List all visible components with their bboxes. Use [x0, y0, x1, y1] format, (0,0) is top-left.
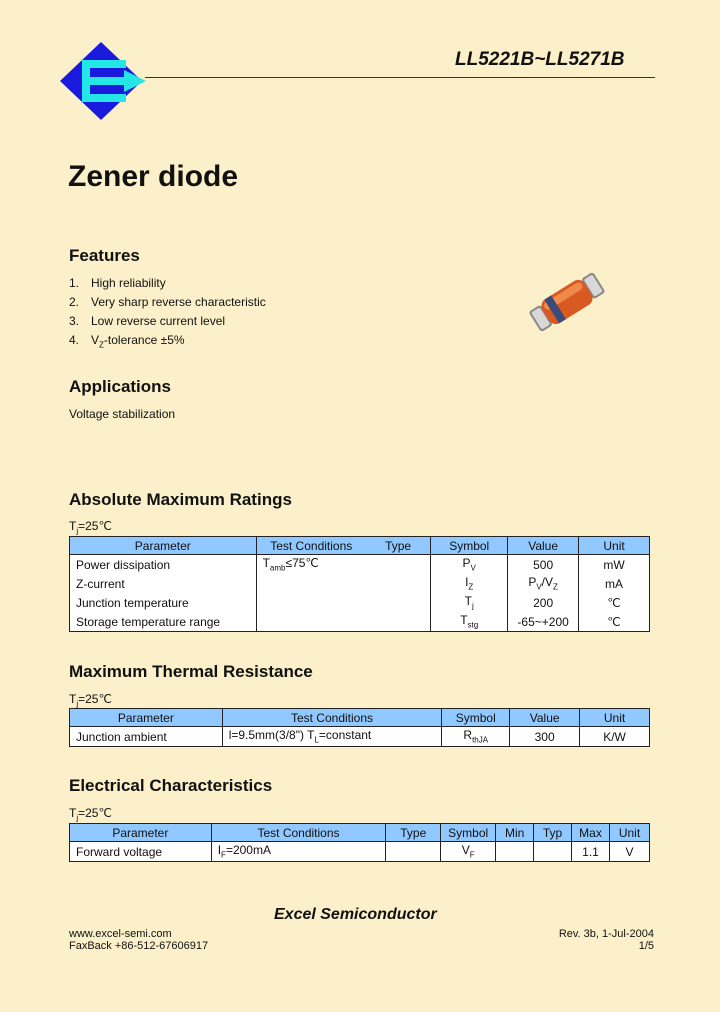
- table-row: Storage temperature range $T_{stg}$ -65~+200 ℃: [70, 612, 650, 632]
- footer-faxback: FaxBack +86-512-67606917: [69, 940, 209, 952]
- diode-image: [525, 268, 609, 336]
- features-list: [69, 276, 266, 352]
- amr-heading: Absolute Maximum Ratings: [69, 490, 292, 509]
- footer-website[interactable]: www.excel-semi.com: [69, 928, 172, 940]
- ec-heading: Electrical Characteristics: [69, 776, 273, 795]
- amr-condition: $T_j=25℃$: [69, 519, 112, 536]
- list-item: 2. Very sharp reverse characteristic: [69, 295, 266, 309]
- page-title: Zener diode: [68, 160, 239, 193]
- applications-text: Voltage stabilization: [69, 407, 176, 421]
- mtr-heading: Maximum Thermal Resistance: [69, 662, 313, 681]
- header-rule: [145, 77, 655, 78]
- footer-page-number: 1/5: [638, 940, 654, 952]
- features-heading: Features: [69, 246, 140, 265]
- table-header-row: Parameter Test Conditions Type Symbol Min Typ Max Unit: [70, 824, 650, 842]
- company-logo: [58, 40, 148, 122]
- table-row: Junction temperature $T_j$ 200 ℃: [70, 593, 650, 612]
- footer-brand: Excel Semiconductor: [274, 906, 437, 923]
- list-item: 3. Low reverse current level: [69, 314, 226, 328]
- table-row: Power dissipation $T_{amb}\le 75℃$ $P_V$ 500 mW: [70, 555, 650, 575]
- mtr-condition: $T_j=25℃$: [69, 692, 112, 709]
- list-item: 4. $V_Z$-tolerance ±5%: [69, 333, 185, 350]
- part-number: LL5221B~LL5271B: [455, 49, 625, 70]
- applications-heading: Applications: [69, 377, 172, 396]
- table-row: Forward voltage $I_F=200mA$ $V_F$ 1.1 V: [70, 842, 650, 862]
- table-row: Z-current $I_Z$ $P_V/V_Z$ mA: [70, 574, 650, 593]
- list-item: 1. High reliability: [69, 276, 166, 290]
- table-header-row: Parameter Test Conditions Symbol Value Unit: [70, 709, 650, 727]
- ec-condition: $T_j=25℃$: [69, 806, 112, 823]
- ec-table: [69, 823, 650, 862]
- footer-revision: Rev. 3b, 1-Jul-2004: [558, 928, 654, 940]
- mtr-table: [69, 708, 650, 747]
- table-header-row: Parameter Test Conditions Type Symbol Value Unit: [70, 537, 650, 555]
- table-row: Junction ambient l=9.5mm(3/8") $T_L=constant$ $R_{thJA}$ 300 K/W: [70, 727, 650, 747]
- amr-table: [69, 536, 650, 632]
